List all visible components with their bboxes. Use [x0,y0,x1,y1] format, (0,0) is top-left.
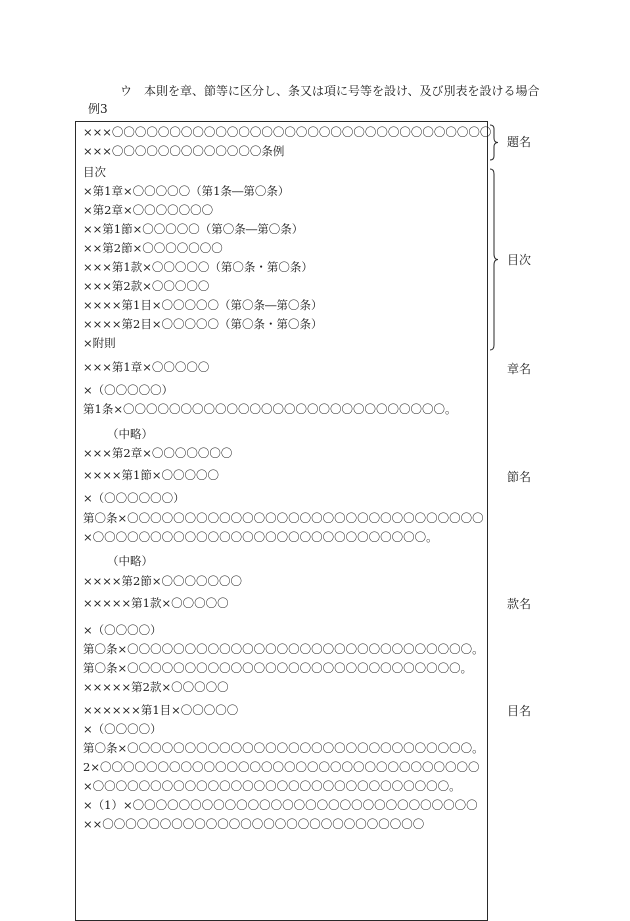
article-text-continuation: ×〇〇〇〇〇〇〇〇〇〇〇〇〇〇〇〇〇〇〇〇〇〇〇〇〇〇〇〇〇。 [83,530,438,544]
contents-entry-subsection-1: ×××第1款×〇〇〇〇〇（第〇条・第〇条） [83,260,313,274]
item-1-text: ×（1）×〇〇〇〇〇〇〇〇〇〇〇〇〇〇〇〇〇〇〇〇〇〇〇〇〇〇〇〇〇〇 [83,798,478,812]
contents-entry-chapter-2: ×第2章×〇〇〇〇〇〇〇 [83,203,214,217]
article-1-text: 第1条×〇〇〇〇〇〇〇〇〇〇〇〇〇〇〇〇〇〇〇〇〇〇〇〇〇〇〇〇。 [83,402,457,416]
side-label-division: 目名 [507,704,532,718]
chapter-2-heading: ×××第2章×〇〇〇〇〇〇〇 [83,446,233,460]
side-label-title: 題名 [507,135,532,149]
article-caption: ×（〇〇〇〇） [83,722,162,736]
contents-entry-section-2: ××第2節×〇〇〇〇〇〇〇 [83,241,223,255]
article-caption: ×（〇〇〇〇〇） [83,383,174,397]
article-caption: ×（〇〇〇〇） [83,623,162,637]
example-number: 例3 [88,102,108,116]
side-label-chapter: 章名 [507,362,532,376]
article-text: 第〇条×〇〇〇〇〇〇〇〇〇〇〇〇〇〇〇〇〇〇〇〇〇〇〇〇〇〇〇〇〇〇〇 [83,511,484,525]
title-line-2: ×××〇〇〇〇〇〇〇〇〇〇〇〇〇条例 [83,144,285,158]
contents-entry-division-2: ××××第2目×〇〇〇〇〇（第〇条・第〇条） [83,317,323,331]
article-text: 第〇条×〇〇〇〇〇〇〇〇〇〇〇〇〇〇〇〇〇〇〇〇〇〇〇〇〇〇〇〇〇〇。 [83,642,484,656]
paragraph-2-text: 2×〇〇〇〇〇〇〇〇〇〇〇〇〇〇〇〇〇〇〇〇〇〇〇〇〇〇〇〇〇〇〇〇〇 [83,760,480,774]
side-label-contents: 目次 [507,253,532,267]
omission-marker: （中略） [107,554,153,568]
section-1-heading: ××××第1節×〇〇〇〇〇 [83,468,219,482]
item-1-continuation: ××〇〇〇〇〇〇〇〇〇〇〇〇〇〇〇〇〇〇〇〇〇〇〇〇〇〇〇〇 [83,817,425,831]
chapter-1-heading: ×××第1章×〇〇〇〇〇 [83,360,210,374]
title-bracket [489,124,503,161]
contents-entry-subsection-2: ×××第2款×〇〇〇〇〇 [83,279,210,293]
document-heading: ウ 本則を章、節等に区分し、条又は項に号等を設け、及び別表を設ける場合 [120,84,540,98]
article-text: 第〇条×〇〇〇〇〇〇〇〇〇〇〇〇〇〇〇〇〇〇〇〇〇〇〇〇〇〇〇〇〇。 [83,661,473,675]
omission-marker: （中略） [107,427,153,441]
subsection-1-heading: ×××××第1款×〇〇〇〇〇 [83,596,229,610]
article-caption: ×（〇〇〇〇〇〇） [83,491,185,505]
contents-entry-chapter-1: ×第1章×〇〇〇〇〇（第1条―第〇条） [83,184,290,198]
contents-entry-division-1: ××××第1目×〇〇〇〇〇（第〇条―第〇条） [83,298,323,312]
section-2-heading: ××××第2節×〇〇〇〇〇〇〇 [83,574,242,588]
side-label-subsection: 款名 [507,597,532,611]
contents-entry-section-1: ××第1節×〇〇〇〇〇（第〇条―第〇条） [83,222,304,236]
article-text: 第〇条×〇〇〇〇〇〇〇〇〇〇〇〇〇〇〇〇〇〇〇〇〇〇〇〇〇〇〇〇〇〇。 [83,741,484,755]
contents-entry-supplementary: ×附則 [83,336,116,350]
subsection-2-heading: ×××××第2款×〇〇〇〇〇 [83,680,229,694]
paragraph-2-continuation: ×〇〇〇〇〇〇〇〇〇〇〇〇〇〇〇〇〇〇〇〇〇〇〇〇〇〇〇〇〇〇〇。 [83,779,461,793]
side-label-section: 節名 [507,470,532,484]
contents-heading: 目次 [83,165,106,179]
title-line-1: ×××〇〇〇〇〇〇〇〇〇〇〇〇〇〇〇〇〇〇〇〇〇〇〇〇〇〇〇〇〇〇〇〇〇 [83,125,492,139]
division-1-heading: ××××××第1目×〇〇〇〇〇 [83,703,239,717]
contents-bracket [489,168,503,351]
